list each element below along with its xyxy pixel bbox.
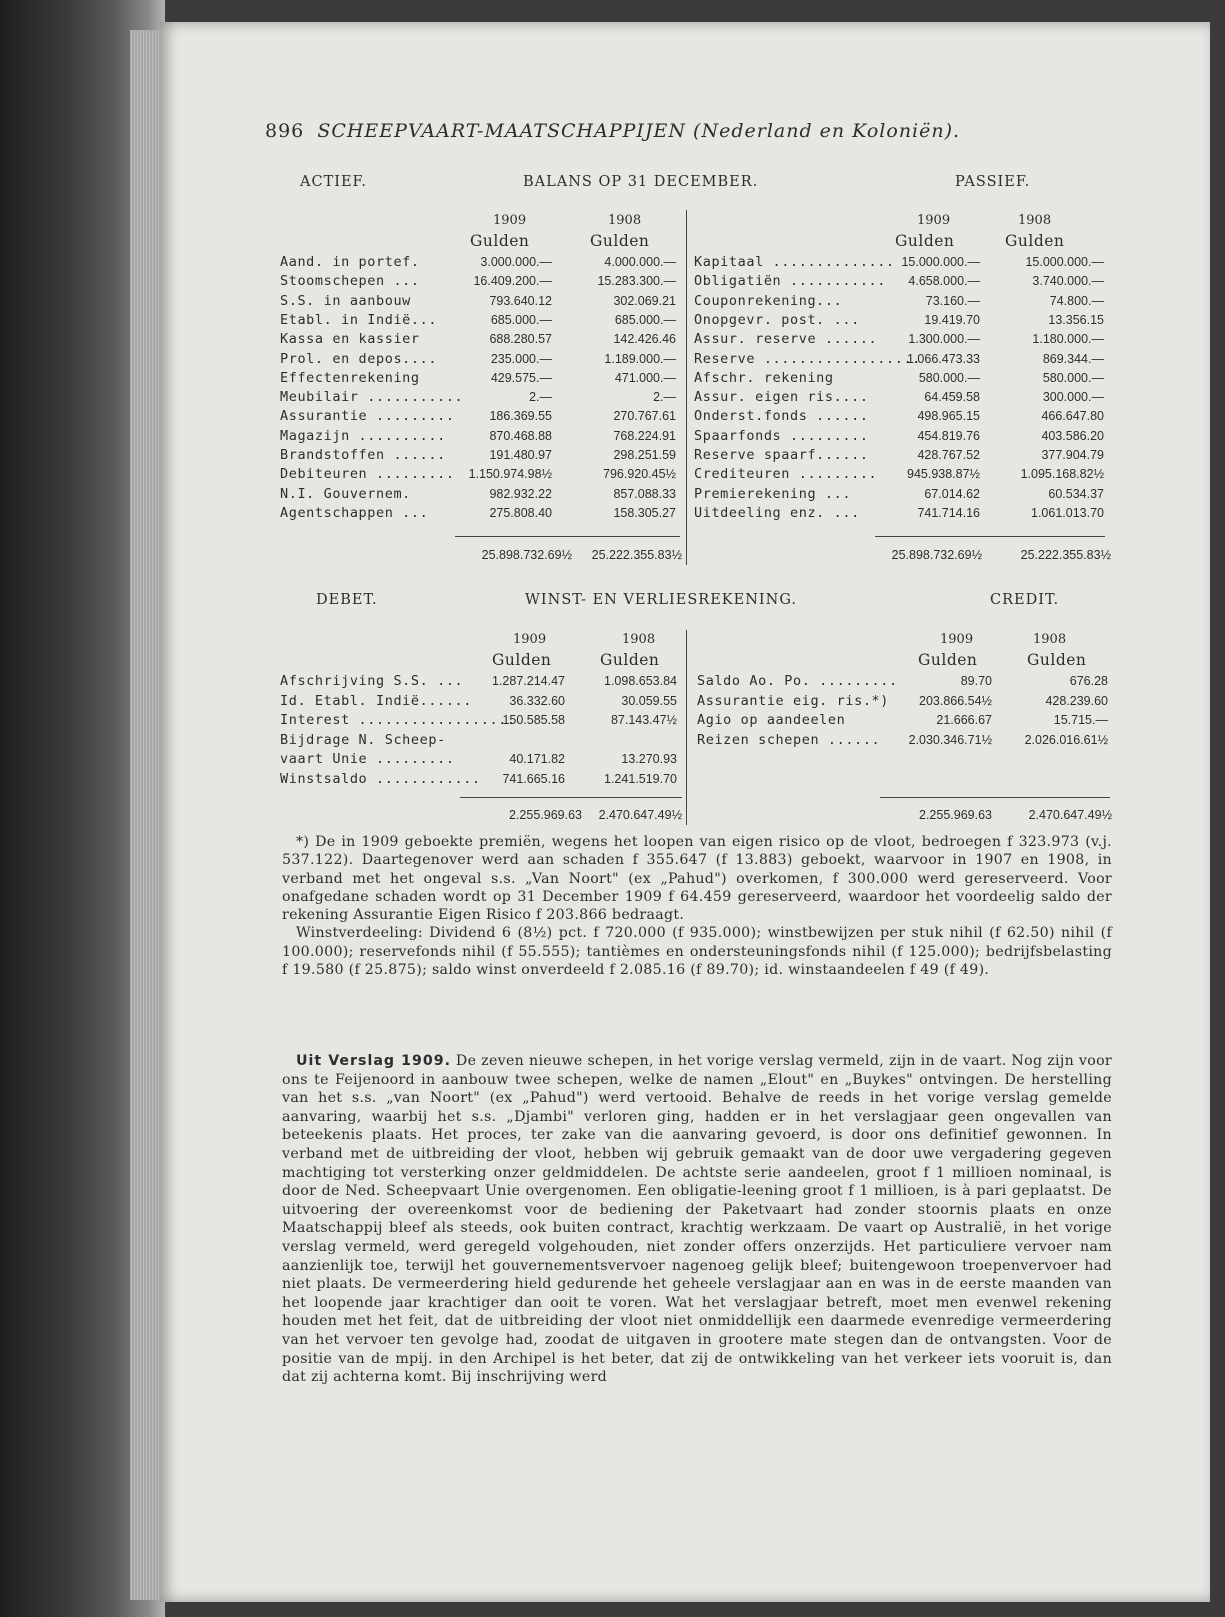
passief-total-1908: 25.222.355.83½ bbox=[1020, 548, 1111, 562]
credit-total-1908: 2.470.647.49½ bbox=[1028, 808, 1112, 822]
passief-row-value-1909: 15.000.000.— bbox=[901, 255, 980, 269]
passief-title: PASSIEF. bbox=[955, 174, 1031, 190]
actief-row-value-1908: 1.189.000.— bbox=[604, 351, 676, 366]
debet-row-value-1908: 1.098.653.84 bbox=[604, 674, 677, 688]
actief-row-label: S.S. in aanbouw bbox=[280, 292, 411, 309]
actief-row-label: Effectenrekening bbox=[280, 369, 420, 386]
passief-year-1908: 1908 bbox=[1018, 213, 1052, 228]
credit-row-value-1909: 21.666.67 bbox=[936, 713, 992, 727]
debet-year-1909: 1909 bbox=[513, 632, 547, 647]
actief-row-value-1909: 429.575.— bbox=[490, 370, 552, 385]
passief-row-value-1908: 869.344.— bbox=[1042, 351, 1104, 366]
passief-row-value-1908: 74.800.— bbox=[1049, 293, 1104, 308]
debet-title: DEBET. bbox=[316, 592, 378, 608]
passief-row-label: Spaarfonds ......... bbox=[694, 427, 869, 444]
passief-unit-1909: Gulden bbox=[895, 232, 955, 250]
actief-row-value-1908: 685.000.— bbox=[614, 312, 676, 327]
actief-row-value-1908: 2.— bbox=[653, 390, 676, 405]
passief-row-value-1908: 377.904.79 bbox=[1041, 448, 1104, 462]
passief-row-value-1909: 64.459.58 bbox=[924, 390, 980, 405]
passief-row-value-1909: 1.300.000.— bbox=[908, 332, 980, 347]
credit-row-value-1909: 89.70 bbox=[960, 674, 992, 688]
debet-row-value-1909: 36.332.60 bbox=[509, 693, 565, 708]
debet-row-value-1908: 30.059.55 bbox=[621, 693, 677, 708]
actief-row-label: Assurantie ......... bbox=[280, 408, 455, 425]
debet-row-value-1909: 150.585.58 bbox=[502, 713, 565, 727]
debet-total-rule bbox=[460, 797, 682, 798]
actief-row-label: Brandstoffen ...... bbox=[280, 447, 446, 463]
credit-total-rule bbox=[880, 797, 1110, 798]
passief-row-value-1909: 73.160.— bbox=[925, 293, 980, 308]
actief-row-label: Aand. in portef. bbox=[280, 254, 420, 270]
actief-unit-1908: Gulden bbox=[590, 232, 650, 250]
actief-row-label: Agentschappen ... bbox=[280, 504, 429, 521]
passief-row-label: Assur. eigen ris.... bbox=[694, 389, 869, 406]
passief-row-label: Crediteuren ......... bbox=[694, 466, 878, 483]
actief-row-value-1908: 270.767.61 bbox=[613, 409, 676, 424]
passief-row-value-1909: 19.419.70 bbox=[924, 312, 980, 327]
passief-row-label: Obligatiën ........... bbox=[694, 273, 887, 290]
actief-row-label: Debiteuren ......... bbox=[280, 466, 455, 483]
passief-row-value-1909: 580.000.— bbox=[918, 370, 980, 385]
passief-row-label: Onopgevr. post. ... bbox=[694, 311, 860, 328]
passief-row-label: Reserve .................. bbox=[694, 350, 921, 367]
actief-row-value-1909: 982.932.22 bbox=[489, 486, 552, 501]
actief-row-value-1908: 298.251.59 bbox=[613, 448, 676, 462]
actief-row-value-1909: 275.808.40 bbox=[489, 505, 552, 520]
actief-row-value-1908: 796.920.45½ bbox=[603, 467, 676, 482]
passief-total-rule bbox=[875, 536, 1105, 537]
actief-row-value-1909: 870.468.88 bbox=[489, 428, 552, 443]
passief-row-value-1908: 1.095.168.82½ bbox=[1020, 467, 1104, 482]
actief-row-label: Stoomschepen ... bbox=[280, 273, 420, 290]
actief-row-value-1909: 235.000.— bbox=[490, 351, 552, 366]
passief-row-label: Premierekening ... bbox=[694, 485, 852, 502]
debet-total-1909: 2.255.969.63 bbox=[509, 808, 582, 822]
actief-row-value-1909: 16.409.200.— bbox=[473, 274, 552, 289]
actief-row-value-1908: 158.305.27 bbox=[613, 505, 676, 520]
passief-row-label: Uitdeeling enz. ... bbox=[694, 504, 860, 521]
passief-row-value-1909: 428.767.52 bbox=[917, 448, 980, 462]
actief-row-label: Etabl. in Indië... bbox=[280, 311, 438, 328]
actief-row-value-1908: 857.088.33 bbox=[613, 486, 676, 501]
verslag-heading: Uit Verslag 1909. bbox=[296, 1053, 451, 1069]
credit-year-1908: 1908 bbox=[1033, 632, 1067, 647]
passief-row-value-1908: 580.000.— bbox=[1042, 370, 1104, 385]
passief-row-value-1909: 454.819.76 bbox=[917, 428, 980, 443]
debet-row-label: Afschrijving S.S. ... bbox=[280, 673, 464, 689]
passief-row-value-1908: 1.061.013.70 bbox=[1031, 505, 1104, 520]
balans-title: BALANS OP 31 DECEMBER. bbox=[523, 174, 759, 190]
actief-year-1909: 1909 bbox=[493, 213, 527, 228]
passief-row-value-1908: 13.356.15 bbox=[1048, 312, 1104, 327]
debet-year-1908: 1908 bbox=[622, 632, 656, 647]
verslag-text: De zeven nieuwe schepen, in het vorige verslag vermeld, zijn in de vaart. Nog zijn voor ons te Feijenoord in aanbouw twee schepen, welke de namen „Elout" en „Buykes" ontvingen. De herstelling van het s.s. „van Noort" (ex „Pahud") werd vertooid. Behalve de reeds in het vorige verslag gemelde aanvaring, waarbij het s.s. „Djambi" verloren ging, hadden er in het verslagjaar geen ongevallen van beteekenis plaats. Het proces, ter zake van die aanvaring gevoerd, is door ons definitief gewonnen. In verband met de uitbreiding der vloot, hebben wij gebruik gemaakt van de door uwe vergadering gegeven machtiging tot versterking onzer geldmiddelen. De achtste serie aandeelen, groot f 1 millioen nominaal, is door de Ned. Scheepvaart Unie overgenomen. Een obligatie-leening groot f 1 millioen, is à pari geplaatst. De uitvoering der overeenkomst voor de bediening der Paketvaart had zonder stoornis plaats en onze Maatschappij bleef als steeds, ook buiten contract, krachtig werkzaam. De vaart op Australië, in het vorige verslag vermeld, werd geregeld volgehouden, niet zonder offers onzerzijds. Het particuliere vervoer nam aanzienlijk toe, terwijl het gouvernementsvervoer nagenoeg gelijk bleef; buitengewoon troepenvervoer had niet plaats. De vermeerdering hield gedurende het geheele verslagjaar aan en was in de eerste maanden van het loopende jaar krachtiger dan ooit te voren. Wat het verslagjaar betreft, moet men evenwel rekening houden met het feit, dat de uitbreiding der vloot niet onmiddellijk een daarmede evenredige vermeerdering van het vervoer ten gevolge had, zoodat de uitgaven in grootere mate stegen dan de ontvangsten. Voor de positie van de mpij. in den Archipel is het beter, dat zij de ontwikkeling van het verkeer iets vooruit is, dan dat zij achterna komt. Bij inschrijving werd bbox=[282, 1053, 1113, 1386]
credit-row-value-1909: 203.866.54½ bbox=[919, 693, 992, 708]
actief-unit-1909: Gulden bbox=[470, 232, 530, 250]
actief-row-label: Magazijn .......... bbox=[280, 427, 446, 444]
actief-row-value-1908: 4.000.000.— bbox=[604, 255, 676, 269]
actief-row-value-1908: 142.426.46 bbox=[613, 332, 676, 347]
pnl-title: WINST- EN VERLIESREKENING. bbox=[525, 592, 797, 608]
credit-row-label: Reizen schepen ...... bbox=[697, 731, 881, 748]
credit-row-value-1908: 676.28 bbox=[1069, 674, 1108, 688]
credit-row-label: Assurantie eig. ris.*) bbox=[697, 692, 890, 709]
passief-row-value-1909: 741.714.16 bbox=[917, 505, 980, 520]
passief-row-value-1908: 15.000.000.— bbox=[1025, 255, 1104, 269]
credit-unit-1909: Gulden bbox=[918, 651, 978, 669]
actief-row-label: Prol. en depos.... bbox=[280, 350, 438, 367]
credit-row-value-1908: 2.026.016.61½ bbox=[1024, 732, 1108, 747]
debet-unit-1908: Gulden bbox=[600, 651, 660, 669]
winstverdeeling: Winstverdeeling: Dividend 6 (8½) pct. f 720.000 (f 935.000); winstbewijzen per stuk nihil (f 62.50) nihil (f 100.000); reservefonds nihil (f 55.555); tantièmes en ondersteuningsfonds nihil (f 125.000); bedrijfsbelasting f 19.580 (f 25.875); saldo winst onverdeeld f 2.085.16 (f 89.70); id. winstaandeelen f 49 (f 49). bbox=[282, 925, 1112, 979]
pnl-divider bbox=[686, 630, 687, 825]
passief-row-value-1908: 300.000.— bbox=[1042, 390, 1104, 405]
passief-row-value-1909: 498.965.15 bbox=[917, 409, 980, 424]
credit-unit-1908: Gulden bbox=[1027, 651, 1087, 669]
passief-row-value-1908: 60.534.37 bbox=[1048, 486, 1104, 501]
footnote: *) De in 1909 geboekte premiën, wegens het loopen van eigen risico op de vloot, bedroegen f 323.973 (v.j. 537.122). Daartegenover werd aan schaden f 355.647 (f 13.883) geboekt, waarvoor in 1907 en 1908, in verband met het ongeval s.s. „Van Noort" (ex „Pahud") overkomen, f 300.000 werd gereserveerd. Voor onafgedane schaden wordt op 31 December 1909 f 64.459 gereserveerd, waardoor het voordeelig saldo der rekening Assurantie Eigen Risico f 203.866 bedraagt. bbox=[282, 834, 1112, 924]
page-number: 896 bbox=[265, 120, 305, 142]
actief-title: ACTIEF. bbox=[300, 174, 367, 190]
credit-row-label: Saldo Ao. Po. ......... bbox=[697, 673, 898, 689]
passief-row-label: Onderst.fonds ...... bbox=[694, 408, 869, 425]
passief-row-value-1909: 4.658.000.— bbox=[908, 274, 980, 289]
notes-block bbox=[282, 833, 1112, 979]
debet-total-1908: 2.470.647.49½ bbox=[598, 808, 682, 822]
actief-row-value-1909: 191.480.97 bbox=[489, 448, 552, 462]
passief-unit-1908: Gulden bbox=[1005, 232, 1065, 250]
actief-row-value-1909: 3.000.000.— bbox=[480, 255, 552, 269]
debet-row-label: Interest .................. bbox=[280, 712, 516, 728]
actief-row-label: N.I. Gouvernem. bbox=[280, 485, 411, 502]
actief-total-1908: 25.222.355.83½ bbox=[591, 548, 682, 562]
credit-row-value-1909: 2.030.346.71½ bbox=[908, 732, 992, 747]
credit-year-1909: 1909 bbox=[940, 632, 974, 647]
actief-total-rule bbox=[455, 536, 680, 537]
passief-row-value-1909: 1.066.473.33 bbox=[907, 351, 980, 366]
passief-row-value-1908: 3.740.000.— bbox=[1032, 274, 1104, 289]
actief-row-label: Kassa en kassier bbox=[280, 331, 420, 348]
passief-row-value-1908: 403.586.20 bbox=[1041, 428, 1104, 443]
actief-year-1908: 1908 bbox=[608, 213, 642, 228]
passief-row-value-1908: 1.180.000.— bbox=[1032, 332, 1104, 347]
passief-year-1909: 1909 bbox=[917, 213, 951, 228]
actief-row-value-1909: 793.640.12 bbox=[489, 293, 552, 308]
actief-row-value-1908: 15.283.300.— bbox=[597, 274, 676, 289]
actief-row-value-1909: 2.— bbox=[529, 390, 552, 405]
debet-row-label: Id. Etabl. Indië...... bbox=[280, 692, 473, 709]
credit-row-value-1908: 428.239.60 bbox=[1045, 693, 1108, 708]
debet-row-label: vaart Unie ......... bbox=[280, 751, 455, 767]
actief-row-value-1909: 186.369.55 bbox=[489, 409, 552, 424]
actief-row-value-1908: 471.000.— bbox=[614, 370, 676, 385]
debet-row-value-1908: 1.241.519.70 bbox=[604, 771, 677, 786]
credit-row-value-1908: 15.715.— bbox=[1053, 713, 1108, 727]
debet-row-value-1908: 13.270.93 bbox=[621, 752, 677, 766]
actief-row-value-1909: 1.150.974.98½ bbox=[468, 467, 552, 482]
actief-row-value-1909: 685.000.— bbox=[490, 312, 552, 327]
actief-row-value-1908: 768.224.91 bbox=[613, 428, 676, 443]
debet-row-value-1909: 1.287.214.47 bbox=[492, 674, 565, 688]
passief-row-label: Kapitaal .............. bbox=[694, 254, 895, 270]
debet-row-value-1908: 87.143.47½ bbox=[610, 713, 677, 727]
debet-row-label: Winstsaldo ............ bbox=[280, 770, 481, 787]
passief-row-value-1909: 67.014.62 bbox=[924, 486, 980, 501]
passief-row-label: Couponrekening... bbox=[694, 292, 843, 309]
passief-row-value-1908: 466.647.80 bbox=[1041, 409, 1104, 424]
page-title: SCHEEPVAART-MAATSCHAPPIJEN (Nederland en Koloniën). bbox=[317, 120, 961, 142]
actief-row-value-1908: 302.069.21 bbox=[613, 293, 676, 308]
debet-row-label: Bijdrage N. Scheep- bbox=[280, 731, 446, 748]
credit-total-1909: 2.255.969.63 bbox=[919, 808, 992, 822]
credit-title: CREDIT. bbox=[990, 592, 1060, 608]
actief-total-1909: 25.898.732.69½ bbox=[481, 548, 572, 562]
passief-total-1909: 25.898.732.69½ bbox=[891, 548, 982, 562]
actief-row-value-1909: 688.280.57 bbox=[489, 332, 552, 347]
passief-row-value-1909: 945.938.87½ bbox=[907, 467, 980, 482]
debet-row-value-1909: 741.665.16 bbox=[502, 771, 565, 786]
debet-unit-1909: Gulden bbox=[492, 651, 552, 669]
credit-row-label: Agio op aandeelen bbox=[697, 712, 846, 728]
actief-row-label: Meubilair ........... bbox=[280, 389, 464, 406]
balance-divider bbox=[686, 210, 687, 565]
page-header bbox=[265, 120, 960, 142]
debet-row-value-1909: 40.171.82 bbox=[509, 752, 565, 766]
passief-row-label: Afschr. rekening bbox=[694, 369, 834, 386]
passief-row-label: Assur. reserve ...... bbox=[694, 331, 878, 348]
passief-row-label: Reserve spaarf...... bbox=[694, 447, 869, 463]
verslag-block bbox=[282, 1052, 1112, 1387]
